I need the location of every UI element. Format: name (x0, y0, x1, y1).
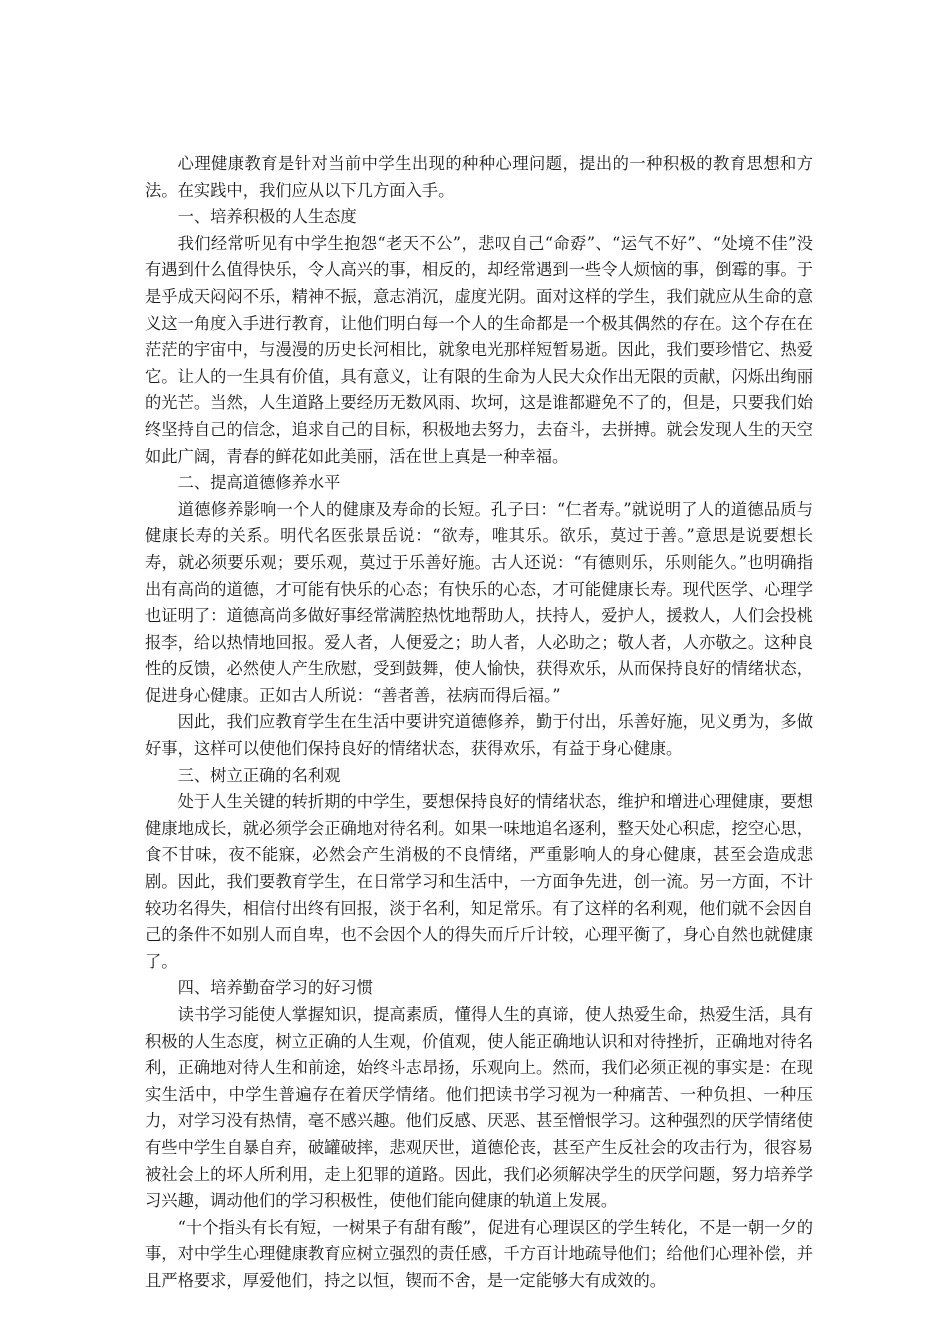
document-body (145, 151, 813, 1295)
closing-paragraph: “十个指头有长有短，一树果子有甜有酸”，促进有心理误区的学生转化，不是一朝一夕的事，对中学生心理健康教育应树立强烈的责任感，千方百计地疏导他们；给他们心理补偿，并且严格要求，厚爱他们，持之以恒，锲而不舍，是一定能够大有成效的。 (145, 1217, 813, 1290)
body-paragraph: 因此，我们应教育学生在生活中要讲究道德修养，勤于付出，乐善好施，见义勇为，多做好事，这样可以使他们保持良好的情绪状态，获得欢乐，有益于身心健康。 (145, 712, 813, 759)
intro-paragraph: 心理健康教育是针对当前中学生出现的种种心理问题，提出的一种积极的教育思想和方法。在实践中，我们应从以下几方面入手。 (145, 154, 813, 200)
body-paragraph: 处于人生关键的转折期的中学生，要想保持良好的情绪状态，维护和增进心理健康，要想健康地成长，就必须学会正确地对待名利。如果一味地追名逐利，整天处心积虑，挖空心思，食不甘味，夜不能寐，必然会产生消极的不良情绪，严重影响人的身心健康，甚至会造成悲剧。因此，我们要教育学生，在日常学习和生活中，一方面争先进，创一流。另一方面，不计较功名得失，相信付出终有回报，淡于名利，知足常乐。有了这样的名利观，他们就不会因自己的条件不如别人而自卑，也不会因个人的得失而斤斤计较，心理平衡了，身心自然也就健康了。 (145, 792, 813, 971)
section-heading-2: 二、提高道德修养水平 (177, 473, 341, 493)
body-paragraph: 道德修养影响一个人的健康及寿命的长短。孔子曰：“仁者寿。”就说明了人的道德品质与健康长寿的关系。明代名医张景岳说：“欲寿，唯其乐。欲乐，莫过于善。”意思是说要想长寿，就必须要乐观；要乐观，莫过于乐善好施。古人还说：“有德则乐，乐则能久。”也明确指出有高尚的道德，才可能有快乐的心态；有快乐的心态，才可能健康长寿。现代医学、心理学也证明了：道德高尚多做好事经常满腔热忱地帮助人，扶持人，爱护人，援救人，人们会投桃报李，给以热情地回报。爱人者，人便爱之；助人者，人必助之；敬人者，人亦敬之。这种良性的反馈，必然使人产生欣慰，受到鼓舞，使人愉快，获得欢乐，从而保持良好的情绪状态，促进身心健康。正如古人所说：“善者善，祛病而得后福。” (145, 499, 813, 705)
section-heading-1: 一、培养积极的人生态度 (177, 207, 357, 227)
section-heading-3: 三、树立正确的名利观 (177, 765, 341, 785)
section-heading-4: 四、培养勤奋学习的好习惯 (177, 978, 373, 998)
body-paragraph: 读书学习能使人掌握知识，提高素质，懂得人生的真谛，使人热爱生命，热爱生活，具有积极的人生态度，树立正确的人生观，价值观，使人能正确地认识和对待挫折，正确地对待名利，正确地对待人生和前途，始终斗志昂扬，乐观向上。然而，我们必须正视的事实是：在现实生活中，中学生普遍存在着厌学情绪。他们把读书学习视为一种痛苦、一种负担、一种压力，对学习没有热情，毫不感兴趣。他们反感、厌恶、甚至憎恨学习。这种强烈的厌学情绪使有些中学生自暴自弃，破罐破摔，悲观厌世，道德伦丧，甚至产生反社会的攻击行为，很容易被社会上的坏人所利用，走上犯罪的道路。因此，我们必须解决学生的厌学问题，努力培养学习兴趣，调动他们的学习积极性，使他们能向健康的轨道上发展。 (145, 1005, 813, 1211)
body-paragraph: 我们经常听见有中学生抱怨“老天不公”，悲叹自己“命孬”、“运气不好”、“处境不佳”没有遇到什么值得快乐，令人高兴的事，相反的，却经常遇到一些令人烦恼的事，倒霉的事。于是乎成天闷闷不乐，精神不振，意志消沉，虚度光阴。面对这样的学生，我们就应从生命的意义这一角度入手进行教育，让他们明白每一个人的生命都是一个极其偶然的存在。这个存在在茫茫的宇宙中，与漫漫的历史长河相比，就象电光那样短暂易逝。因此，我们要珍惜它、热爱它。让人的一生具有价值，具有意义，让有限的生命为人民大众作出无限的贡献，闪烁出绚丽的光芒。当然，人生道路上要经历无数风雨、坎坷，这是谁都避免不了的，但是，只要我们始终坚持自己的信念，追求自己的目标，积极地去努力，去奋斗，去拼搏。就会发现人生的天空如此广阔，青春的鲜花如此美丽，活在世上真是一种幸福。 (145, 233, 813, 466)
